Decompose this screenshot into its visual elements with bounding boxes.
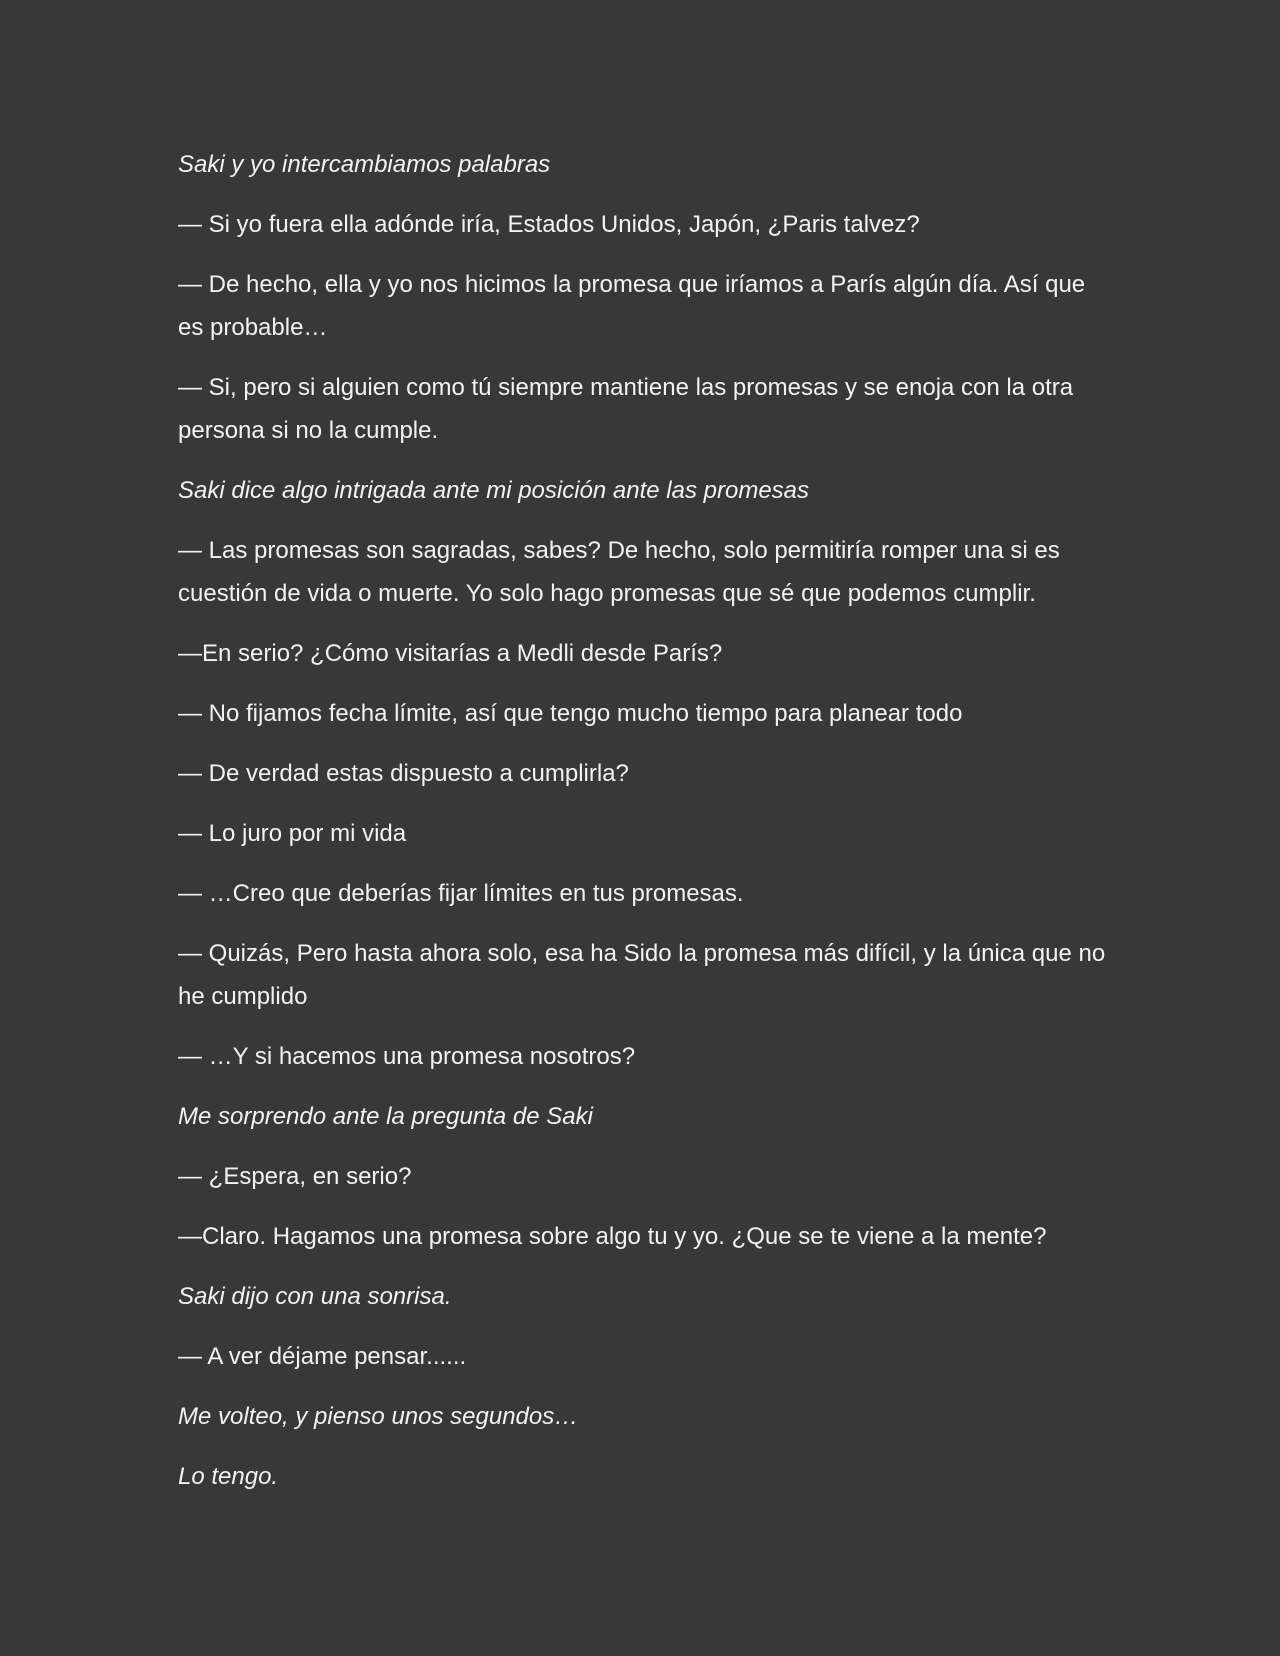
dialogue-paragraph: — Lo juro por mi vida [178,820,407,847]
dialogue-paragraph: — Las promesas son sagradas, sabes? De hecho, solo permitiría romper una si es cuestión de vida o muerte. Yo solo hago promesas que sé que podemos cumplir. [178,537,1060,607]
narration-paragraph: Lo tengo. [178,1463,279,1490]
narration-paragraph: Me sorprendo ante la pregunta de Saki [178,1103,593,1130]
dialogue-paragraph: — A ver déjame pensar...... [178,1343,467,1370]
dialogue-paragraph: — No fijamos fecha límite, así que tengo mucho tiempo para planear todo [178,700,963,727]
dialogue-paragraph: — ¿Espera, en serio? [178,1163,412,1190]
dialogue-paragraph: — …Y si hacemos una promesa nosotros? [178,1043,636,1070]
dialogue-paragraph: — Si yo fuera ella adónde iría, Estados Unidos, Japón, ¿Paris talvez? [178,211,920,238]
narration-paragraph: Me volteo, y pienso unos segundos… [178,1403,579,1430]
dialogue-paragraph: — …Creo que deberías fijar límites en tus promesas. [178,880,744,907]
narration-paragraph: Saki y yo intercambiamos palabras [178,151,551,178]
dialogue-paragraph: —En serio? ¿Cómo visitarías a Medli desde París? [178,640,723,667]
narration-paragraph: Saki dijo con una sonrisa. [178,1283,452,1310]
dialogue-paragraph: —Claro. Hagamos una promesa sobre algo tu y yo. ¿Que se te viene a la mente? [178,1223,1047,1250]
dialogue-paragraph: — Quizás, Pero hasta ahora solo, esa ha Sido la promesa más difícil, y la única que no he cumplido [178,940,1106,1010]
dialogue-paragraph: — De verdad estas dispuesto a cumplirla? [178,760,629,787]
narration-paragraph: Saki dice algo intrigada ante mi posición ante las promesas [178,477,810,504]
document-body [178,143,1108,1515]
dialogue-paragraph: — De hecho, ella y yo nos hicimos la promesa que iríamos a París algún día. Así que es probable… [178,271,1086,341]
dialogue-paragraph: — Si, pero si alguien como tú siempre mantiene las promesas y se enoja con la otra persona si no la cumple. [178,374,1074,444]
